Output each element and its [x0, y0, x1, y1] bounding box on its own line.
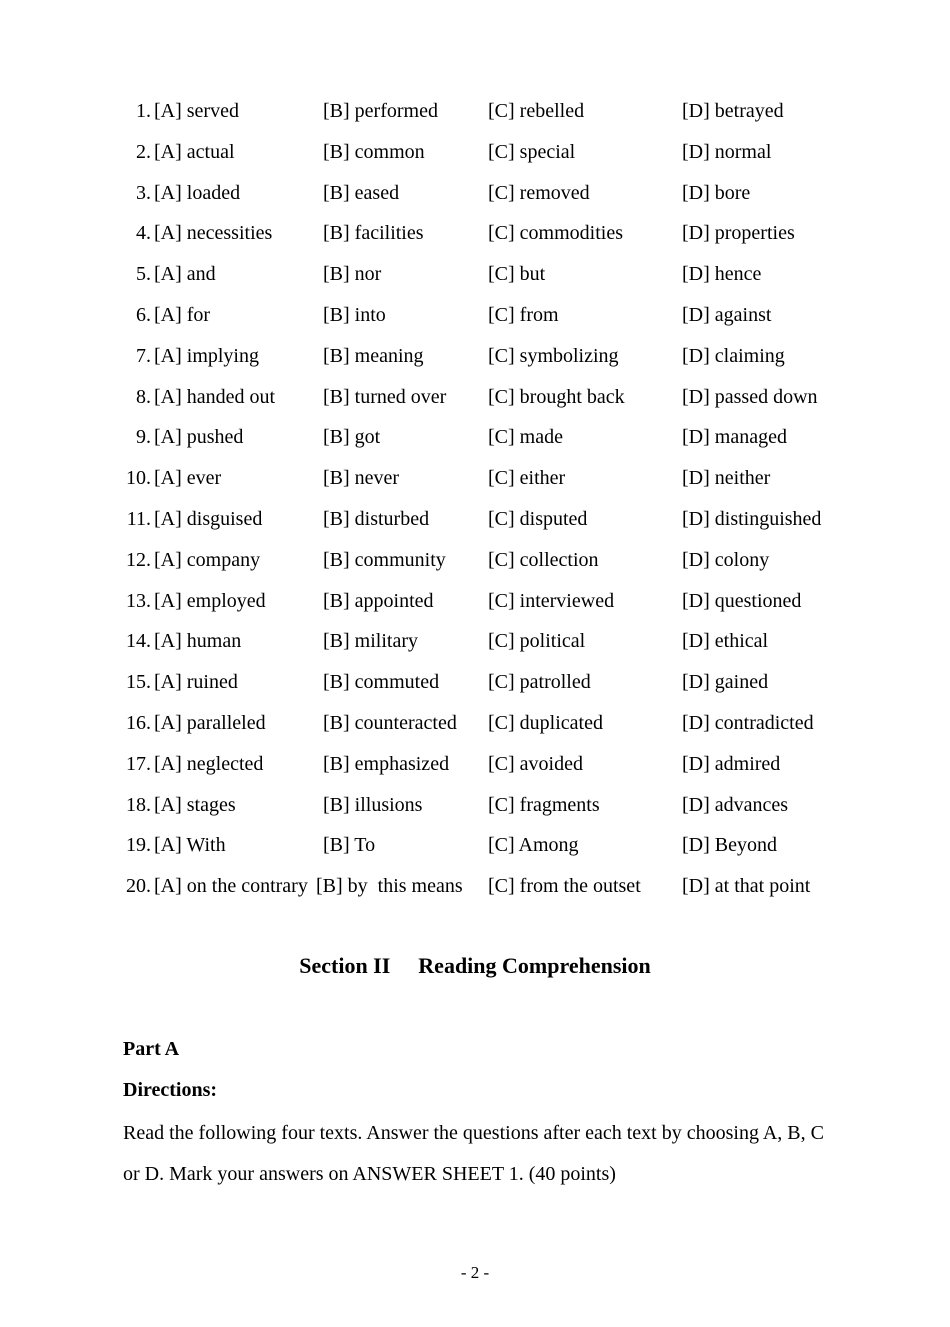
- question-row-10: [0, 458, 950, 499]
- option-b: [B] community: [323, 548, 446, 571]
- option-c: [C] from the outset: [488, 875, 641, 898]
- option-d: [D] betrayed: [682, 100, 784, 122]
- option-a: [A] pushed: [154, 426, 244, 449]
- question-row-1: [0, 91, 950, 132]
- question-row-6: [0, 295, 950, 336]
- option-d: [D] gained: [682, 671, 769, 694]
- question-number: 4.: [136, 222, 151, 245]
- option-b: [B] disturbed: [323, 507, 430, 530]
- option-b: [B] facilities: [323, 222, 424, 245]
- question-row-17: [0, 744, 950, 785]
- option-b: [B] commuted: [323, 671, 440, 694]
- question-row-19: [0, 825, 950, 866]
- option-c: [C] rebelled: [488, 100, 585, 122]
- question-number: 14.: [126, 630, 151, 653]
- option-d: [D] normal: [682, 140, 772, 163]
- option-b: [B] military: [323, 630, 418, 653]
- directions-text: Read the following four texts. Answer the questions after each text by choosing A, B, C or D. Mark your answers on ANSWER SHEET 1. (40 points): [123, 1122, 824, 1185]
- option-a: [A] on the contrary: [154, 875, 308, 898]
- directions-label: Directions:: [123, 1079, 218, 1101]
- option-c: [C] either: [488, 467, 566, 490]
- option-c: [C] from: [488, 303, 559, 326]
- option-a: [A] ruined: [154, 671, 238, 694]
- question-list: [0, 91, 950, 907]
- option-b: [B] To: [323, 834, 376, 857]
- option-b: [B] nor: [323, 263, 382, 286]
- question-number: 5.: [136, 263, 151, 286]
- option-c: [C] removed: [488, 181, 590, 204]
- question-number: 18.: [126, 793, 151, 816]
- option-c: [C] brought back: [488, 385, 625, 408]
- option-c: [C] Among: [488, 834, 579, 857]
- question-number: 19.: [126, 834, 151, 857]
- question-row-2: [0, 132, 950, 173]
- option-a: [A] necessities: [154, 222, 273, 245]
- option-c: [C] made: [488, 426, 563, 449]
- option-c: [C] avoided: [488, 752, 583, 775]
- option-b: [B] appointed: [323, 589, 434, 612]
- option-a: [A] company: [154, 548, 261, 571]
- option-b: [B] counteracted: [323, 711, 457, 734]
- question-row-15: [0, 662, 950, 703]
- option-a: [A] human: [154, 630, 242, 653]
- option-d: [D] questioned: [682, 589, 802, 612]
- question-number: 20.: [126, 875, 151, 898]
- option-d: [D] bore: [682, 181, 751, 204]
- question-number: 13.: [126, 589, 151, 612]
- question-number: 17.: [126, 752, 151, 775]
- question-number: 1.: [136, 100, 151, 122]
- option-d: [D] distinguished: [682, 507, 822, 530]
- option-a: [A] neglected: [154, 752, 264, 775]
- question-number: 16.: [126, 711, 151, 734]
- page-number: - 2 -: [460, 1263, 490, 1282]
- section-title: Reading Comprehension: [418, 953, 651, 978]
- question-number: 12.: [126, 548, 151, 571]
- question-number: 2.: [136, 140, 151, 163]
- question-number: 15.: [126, 671, 151, 694]
- option-a: [A] ever: [154, 467, 222, 490]
- question-number: 3.: [136, 181, 151, 204]
- section-heading: [0, 950, 950, 982]
- option-d: [D] at that point: [682, 875, 811, 898]
- question-row-5: [0, 254, 950, 295]
- question-number: 9.: [136, 426, 151, 449]
- option-b: [B] illusions: [323, 793, 423, 816]
- option-b: [B] meaning: [323, 344, 424, 367]
- question-row-20: [0, 866, 950, 907]
- option-d: [D] Beyond: [682, 834, 777, 857]
- option-c: [C] duplicated: [488, 711, 603, 734]
- option-a: [A] handed out: [154, 385, 276, 408]
- question-row-11: [0, 499, 950, 540]
- option-a: [A] disguised: [154, 507, 263, 530]
- question-number: 11.: [126, 507, 151, 530]
- option-b: [B] turned over: [323, 385, 447, 408]
- section-number: Section II: [299, 953, 391, 978]
- option-c: [C] disputed: [488, 507, 588, 530]
- option-b: [B] eased: [323, 181, 400, 204]
- option-a: [A] and: [154, 263, 216, 286]
- option-a: [A] served: [154, 100, 239, 122]
- option-b: [B] got: [323, 426, 381, 449]
- question-row-16: [0, 703, 950, 744]
- option-c: [C] fragments: [488, 793, 600, 816]
- option-d: [D] admired: [682, 752, 781, 775]
- option-d: [D] contradicted: [682, 711, 814, 734]
- question-number: 6.: [136, 303, 151, 326]
- option-d: [D] colony: [682, 548, 770, 571]
- option-a: [A] implying: [154, 344, 259, 367]
- part-label: Part A: [123, 1038, 180, 1060]
- option-c: [C] political: [488, 630, 586, 653]
- option-c: [C] commodities: [488, 222, 623, 245]
- option-a: [A] actual: [154, 140, 235, 163]
- question-row-13: [0, 581, 950, 622]
- question-row-3: [0, 173, 950, 214]
- question-number: 8.: [136, 385, 151, 408]
- option-c: [C] symbolizing: [488, 344, 619, 367]
- option-c: [C] but: [488, 263, 546, 286]
- option-d: [D] hence: [682, 263, 762, 286]
- option-b: [B] emphasized: [323, 752, 450, 775]
- question-row-7: [0, 336, 950, 377]
- option-b: [B] by this means: [316, 875, 463, 898]
- option-d: [D] neither: [682, 467, 771, 490]
- question-row-8: [0, 377, 950, 418]
- question-row-12: [0, 540, 950, 581]
- option-a: [A] loaded: [154, 181, 241, 204]
- option-a: [A] for: [154, 303, 211, 326]
- option-d: [D] advances: [682, 793, 789, 816]
- option-b: [B] never: [323, 467, 400, 490]
- option-b: [B] into: [323, 303, 386, 326]
- option-d: [D] ethical: [682, 630, 769, 653]
- question-row-4: [0, 213, 950, 254]
- option-a: [A] With: [154, 834, 226, 857]
- option-c: [C] interviewed: [488, 589, 615, 612]
- option-a: [A] stages: [154, 793, 236, 816]
- question-number: 7.: [136, 344, 151, 367]
- question-number: 10.: [126, 467, 151, 490]
- option-c: [C] patrolled: [488, 671, 591, 694]
- question-row-14: [0, 621, 950, 662]
- question-row-9: [0, 417, 950, 458]
- option-d: [D] claiming: [682, 344, 785, 367]
- option-d: [D] passed down: [682, 385, 818, 408]
- option-c: [C] special: [488, 140, 576, 163]
- option-a: [A] employed: [154, 589, 266, 612]
- option-c: [C] collection: [488, 548, 599, 571]
- option-b: [B] performed: [323, 100, 438, 122]
- question-row-18: [0, 785, 950, 826]
- option-d: [D] properties: [682, 222, 795, 245]
- option-a: [A] paralleled: [154, 711, 266, 734]
- option-d: [D] managed: [682, 426, 787, 449]
- option-d: [D] against: [682, 303, 772, 326]
- option-b: [B] common: [323, 140, 425, 163]
